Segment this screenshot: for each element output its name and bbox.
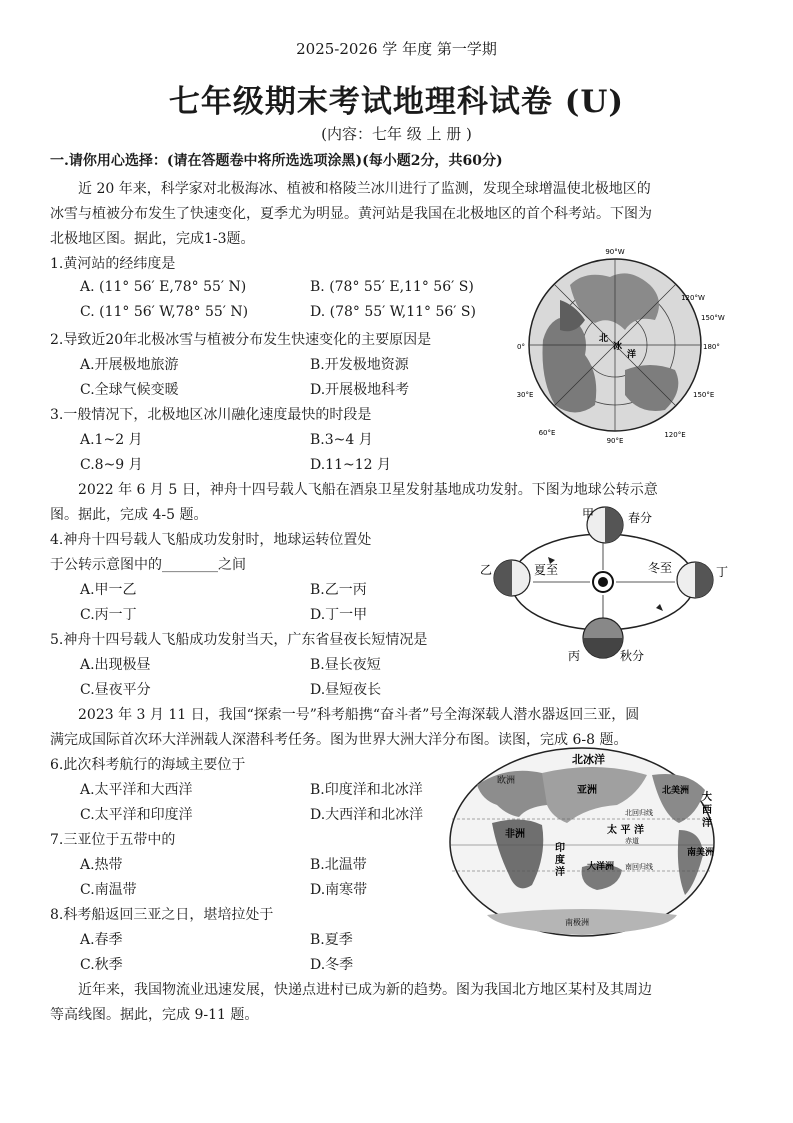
label-indian-1: 印	[555, 843, 565, 854]
q7-option-b[interactable]: B.北温带	[310, 857, 367, 873]
arctic-label-bing: 冰	[613, 342, 623, 352]
world-map-figure	[447, 745, 717, 940]
q4-stem-line2: 于公转示意图中的________之间	[50, 557, 246, 573]
world-map-svg	[447, 745, 717, 940]
earth-bing-night	[583, 638, 623, 658]
intro3-line2: 满完成国际首次环大洋洲载人深潜科考任务。图为世界大洲大洋分布图。读图，完成 6-8 题。	[50, 732, 628, 748]
school-year: 2025-2026 学 年度 第一学期	[296, 40, 497, 58]
q5-option-b[interactable]: B.昼长夜短	[310, 657, 381, 673]
q4-stem-line1: 4.神舟十四号载人飞船成功发射时，地球运转位置处	[50, 532, 372, 548]
label-bing: 丙	[568, 649, 581, 663]
q1-option-c[interactable]: C. (11° 56′ W,78° 55′ N)	[80, 304, 249, 320]
label-europe: 欧洲	[497, 776, 516, 786]
label-dongzhi: 冬至	[648, 561, 673, 575]
label-yi: 乙	[480, 563, 493, 577]
arctic-label-yang: 洋	[627, 350, 637, 360]
earth-yi-night	[494, 560, 512, 596]
intro1-line1: 近 20 年来，科学家对北极海冰、植被和格陵兰冰川进行了监测，发现全球增温使北极地区的	[78, 181, 651, 197]
lon-label-180: 180°	[703, 343, 720, 351]
arctic-map-svg	[515, 245, 725, 445]
q5-option-a[interactable]: A.出现极昼	[80, 657, 151, 673]
q4-option-a[interactable]: A.甲一乙	[80, 582, 137, 598]
lon-label-150w: 150°W	[701, 314, 725, 322]
q1-option-d[interactable]: D. (78° 55′ W,11° 56′ S)	[310, 304, 476, 320]
q8-option-c[interactable]: C.秋季	[80, 957, 123, 973]
lon-label-0: 0°	[517, 343, 525, 351]
label-chunfen: 春分	[628, 511, 653, 525]
label-atlantic-east-3: 洋	[702, 818, 712, 829]
orbit-diagram-svg	[470, 500, 740, 670]
intro3-line1: 2023 年 3 月 11 日，我国“探索一号”科考船携“奋斗者”号全海深载人潜水器返回三亚，圆	[78, 707, 640, 723]
q4-option-d[interactable]: D.丁一甲	[310, 607, 368, 623]
q3-option-b[interactable]: B.3~4 月	[310, 432, 373, 448]
q5-stem: 5.神舟十四号载人飞船成功发射当天，广东省昼夜长短情况是	[50, 632, 428, 648]
label-atlantic-east-1: 大	[702, 792, 712, 803]
q6-option-a[interactable]: A.太平洋和大西洋	[80, 782, 193, 798]
q2-option-c[interactable]: C.全球气候变暖	[80, 382, 179, 398]
q1-option-b[interactable]: B. (78° 55′ E,11° 56′ S)	[310, 279, 474, 295]
q4-option-b[interactable]: B.乙一丙	[310, 582, 367, 598]
q5-option-d[interactable]: D.昼短夜长	[310, 682, 382, 698]
label-tropic-n: 北回归线	[625, 809, 653, 817]
q3-stem: 3.一般情况下，北极地区冰川融化速度最快的时段是	[50, 407, 372, 423]
intro2-line1: 2022 年 6 月 5 日，神舟十四号载人飞船在酒泉卫星发射基地成功发射。下图为地球公转示意	[78, 482, 658, 498]
label-indian-3: 洋	[555, 867, 565, 878]
q8-option-b[interactable]: B.夏季	[310, 932, 353, 948]
q8-option-a[interactable]: A.春季	[80, 932, 123, 948]
q1-stem: 1.黄河站的经纬度是	[50, 256, 176, 272]
q2-option-a[interactable]: A.开展极地旅游	[80, 357, 179, 373]
q4-option-c[interactable]: C.丙一丁	[80, 607, 137, 623]
label-pacific: 太 平 洋	[607, 825, 644, 836]
arctic-map-figure	[515, 245, 725, 445]
intro1-line2: 冰雪与植被分布发生了快速变化，夏季尤为明显。黄河站是我国在北极地区的首个科考站。下图为	[50, 206, 652, 222]
label-ding: 丁	[716, 565, 729, 579]
label-atlantic-east-2: 西	[702, 805, 712, 816]
q2-option-b[interactable]: B.开发极地资源	[310, 357, 409, 373]
label-south-america: 南美洲	[687, 848, 715, 858]
label-tropic-s: 南回归线	[625, 863, 653, 871]
lon-label-150e: 150°E	[693, 391, 715, 399]
label-xiazhi: 夏至	[534, 563, 559, 577]
intro4-line1: 近年来，我国物流业迅速发展，快递点进村已成为新的趋势。图为我国北方地区某村及其周边	[78, 982, 652, 998]
q3-option-d[interactable]: D.11~12 月	[310, 457, 391, 473]
q7-option-d[interactable]: D.南寒带	[310, 882, 368, 898]
orbit-arrow-2	[656, 604, 663, 611]
q6-stem: 6.此次科考航行的海域主要位于	[50, 757, 246, 773]
intro1-line3: 北极地区图。据此，完成1-3题。	[50, 231, 255, 247]
label-asia: 亚洲	[577, 785, 597, 796]
sun-core	[598, 577, 608, 587]
label-jia: 甲	[582, 507, 595, 521]
q6-option-b[interactable]: B.印度洋和北冰洋	[310, 782, 423, 798]
q6-option-d[interactable]: D.大西洋和北冰洋	[310, 807, 424, 823]
q2-option-d[interactable]: D.开展极地科考	[310, 382, 410, 398]
arctic-label-bei: 北	[599, 334, 609, 344]
q6-option-c[interactable]: C.太平洋和印度洋	[80, 807, 193, 823]
label-oceania: 大洋洲	[587, 862, 615, 872]
intro4-line2: 等高线图。据此，完成 9-11 题。	[50, 1007, 259, 1023]
orbit-diagram-figure	[470, 500, 740, 670]
label-equator: 赤道	[625, 837, 639, 845]
page-title: 七年级期末考试地理科试卷 (U)	[168, 84, 625, 120]
q8-stem: 8.科考船返回三亚之日，堪培拉处于	[50, 907, 274, 923]
q3-option-c[interactable]: C.8~9 月	[80, 457, 143, 473]
label-north-america: 北美洲	[662, 786, 690, 796]
lon-label-120e: 120°E	[664, 431, 686, 439]
label-qiufen: 秋分	[620, 649, 645, 663]
page-subtitle: (内容：七年 级 上 册 )	[321, 125, 472, 143]
intro2-line2: 图。据此，完成 4-5 题。	[50, 507, 208, 523]
q5-option-c[interactable]: C.昼夜平分	[80, 682, 151, 698]
lon-label-90e: 90°E	[606, 437, 624, 445]
earth-jia-night	[605, 507, 623, 543]
lon-label-120w: 120°W	[681, 294, 705, 302]
q8-option-d[interactable]: D.冬季	[310, 957, 354, 973]
q3-option-a[interactable]: A.1~2 月	[80, 432, 143, 448]
label-arctic-ocean: 北冰洋	[572, 753, 605, 766]
q2-stem: 2.导致近20年北极冰雪与植被分布发生快速变化的主要原因是	[50, 332, 432, 348]
label-indian-2: 度	[555, 855, 565, 866]
label-africa: 非洲	[505, 829, 525, 840]
q1-option-a[interactable]: A. (11° 56′ E,78° 55′ N)	[80, 279, 247, 295]
section-heading: 一.请你用心选择：(请在答题卷中将所选选项涂黑)(每小题2分，共60分)	[50, 153, 503, 169]
lon-label-30e: 30°E	[516, 391, 534, 399]
earth-ding-night	[695, 562, 713, 598]
q7-option-c[interactable]: C.南温带	[80, 882, 137, 898]
q7-option-a[interactable]: A.热带	[80, 857, 123, 873]
q7-stem: 7.三亚位于五带中的	[50, 832, 176, 848]
lon-label-90w: 90°W	[605, 248, 625, 256]
lon-label-60e: 60°E	[538, 429, 556, 437]
label-antarctica: 南极洲	[565, 918, 589, 927]
